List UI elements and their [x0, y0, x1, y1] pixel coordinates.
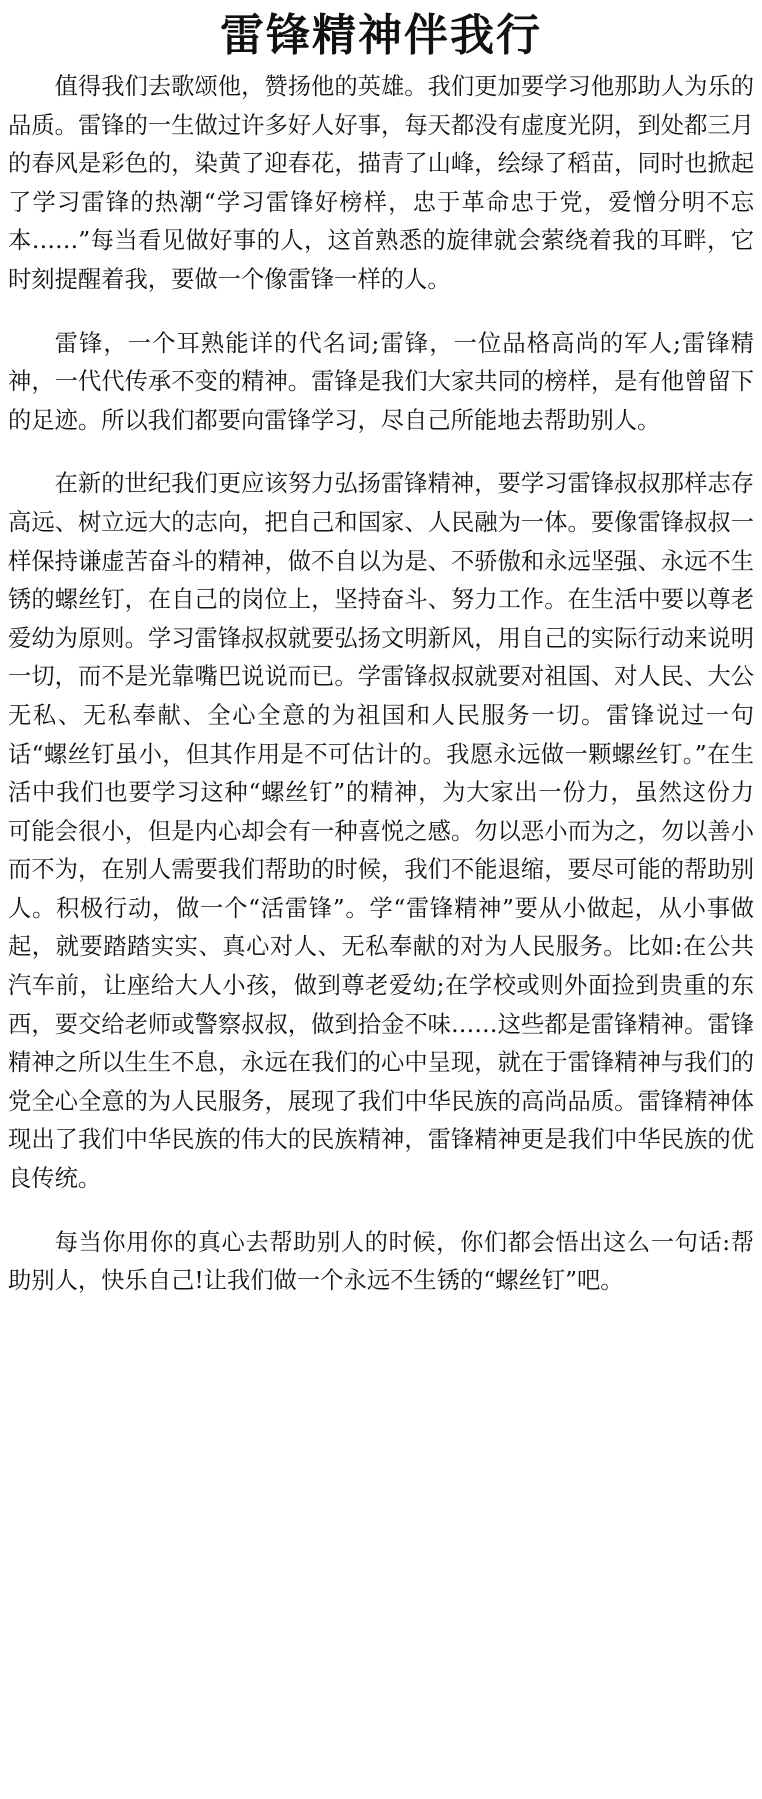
- essay-title: 雷锋精神伴我行: [220, 10, 542, 61]
- paragraph-gap: [8, 440, 754, 465]
- paragraph-gap: [8, 1199, 754, 1224]
- paragraph-4: 每当你用你的真心去帮助别人的时候，你们都会悟出这么一句话:帮助别人，快乐自己!让我们做一个永远不生锈的“螺丝钉”吧。: [8, 1228, 754, 1295]
- paragraph-1: 值得我们去歌颂他，赞扬他的英雄。我们更加要学习他那助人为乐的品质。雷锋的一生做过许多好人好事，每天都没有虚度光阴，到处都三月的春风是彩色的，染黄了迎春花，描青了山峰，绘绿了稻苗，同时也掀起了学习雷锋的热潮“学习雷锋好榜样，忠于革命忠于党，爱憎分明不忘本……”每当看见做好事的人，这首熟悉的旋律就会萦绕着我的耳畔，它时刻提醒着我，要做一个像雷锋一样的人。: [8, 73, 754, 293]
- paragraph-gap: [8, 300, 754, 325]
- paragraph-2: 雷锋，一个耳熟能详的代名词;雷锋，一位品格高尚的军人;雷锋精神，一代代传承不变的精神。雷锋是我们大家共同的榜样，是有他曾留下的足迹。所以我们都要向雷锋学习，尽自己所能地去帮助别人。: [8, 329, 754, 434]
- paragraph-3: 在新的世纪我们更应该努力弘扬雷锋精神，要学习雷锋叔叔那样志存高远、树立远大的志向，把自己和国家、人民融为一体。要像雷锋叔叔一样保持谦虚苦奋斗的精神，做不自以为是、不骄傲和永远坚强、永远不生锈的螺丝钉，在自己的岗位上，坚持奋斗、努力工作。在生活中要以尊老爱幼为原则。学习雷锋叔叔就要弘扬文明新风，用自己的实际行动来说明一切，而不是光靠嘴巴说说而已。学雷锋叔叔就要对祖国、对人民、大公无私、无私奉献、全心全意的为祖国和人民服务一切。雷锋说过一句话“螺丝钉虽小，但其作用是不可估计的。我愿永远做一颗螺丝钉。”在生活中我们也要学习这种“螺丝钉”的精神，为大家出一份力，虽然这份力可能会很小，但是内心却会有一种喜悦之感。勿以恶小而为之，勿以善小而不为，在别人需要我们帮助的时候，我们不能退缩，要尽可能的帮助别人。积极行动，做一个“活雷锋”。学“雷锋精神”要从小做起，从小事做起，就要踏踏实实、真心对人、无私奉献的对为人民服务。比如:在公共汽车前，让座给大人小孩，做到尊老爱幼;在学校或则外面捡到贵重的东西，要交给老师或警察叔叔，做到拾金不味……这些都是雷锋精神。雷锋精神之所以生生不息，永远在我们的心中呈现，就在于雷锋精神与我们的党全心全意的为人民服务，展现了我们中华民族的高尚品质。雷锋精神体现出了我们中华民族的伟大的民族精神，雷锋精神更是我们中华民族的优良传统。: [8, 470, 754, 1193]
